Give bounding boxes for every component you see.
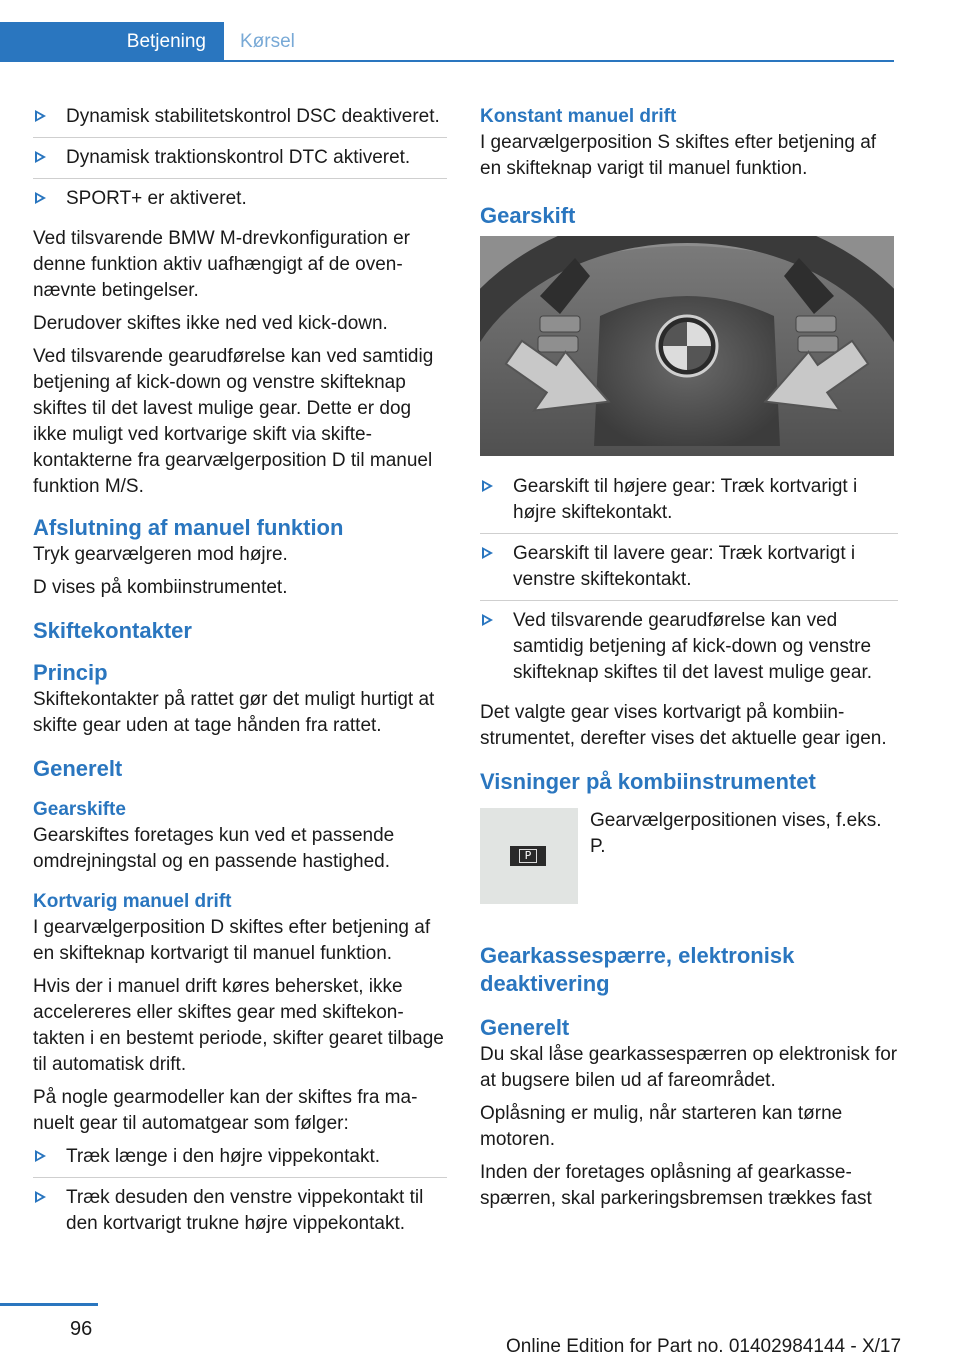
heading-konstant: Konstant manuel drift — [480, 106, 677, 127]
right-column — [480, 104, 898, 1219]
display-illustration-row — [480, 808, 898, 926]
list-item — [480, 541, 898, 601]
page-number: 96 — [70, 1318, 93, 1340]
paragraph: Ved tilsvarende BMW M-drevkonfiguration er denne funktion aktiv uafhængigt af de ovennævnte betingelser. — [33, 228, 410, 301]
triangle-bullet-icon — [35, 110, 46, 122]
list-item-text: SPORT+ er aktiveret. — [66, 188, 247, 209]
gear-position-letter: P — [519, 849, 537, 863]
paragraph: Oplåsning er mulig, når starteren kan tørne motoren. — [480, 1103, 843, 1150]
paragraph: Inden der foretages oplåsning af gearkassespærren, skal parkeringsbremsen trækkes fast — [480, 1162, 872, 1209]
list-item-text: Ved tilsvarende gearudførelse kan ved samtidig betjening af kick-down og venstre skifteknap skiftes til det lavest mulige gear. — [513, 610, 873, 683]
section-tabs — [0, 22, 894, 62]
heading-generelt: Generelt — [33, 756, 123, 781]
triangle-bullet-icon — [35, 151, 46, 163]
triangle-bullet-icon — [482, 547, 493, 559]
paragraph: Du skal låse gearkassespærren op elektronisk for at bugsere bilen ud af fareområdet. — [480, 1044, 898, 1091]
triangle-bullet-icon — [35, 1150, 46, 1162]
paragraph: Skiftekontakter på rattet gør det muligt hurtigt at skifte gear uden at tage hånden fra rattet. — [33, 689, 435, 736]
paragraph: I gearvælgerposition D skiftes efter betjening af en skifteknap kortvarigt til manuel funktion. — [33, 917, 431, 964]
bullet-list — [33, 1144, 447, 1244]
paragraph: I gearvælgerposition S skiftes efter betjening af en skifteknap varigt til manuel funktion. — [480, 132, 877, 179]
heading-kortvarig: Kortvarig manuel drift — [33, 891, 232, 912]
heading-generelt-2: Generelt — [480, 1015, 570, 1040]
paragraph: Det valgte gear vises kortvarigt på kombiinstrumentet, derefter vises det aktuelle gear igen. — [480, 702, 887, 749]
list-item — [33, 1185, 447, 1244]
list-item-text: Træk længe i den højre vippekontakt. — [66, 1146, 381, 1167]
footer-edition: Online Edition for Part no. 01402984144 - X/17 — [506, 1336, 902, 1357]
paragraph: På nogle gearmodeller kan der skiftes fra manuelt gear til automatgear som følger: — [33, 1087, 418, 1134]
left-column — [33, 104, 447, 1251]
list-item-text: Gearskift til lavere gear: Træk kortvarigt i venstre skiftekontakt. — [513, 543, 856, 590]
list-item — [33, 145, 447, 179]
gear-position-p-icon — [510, 846, 546, 866]
list-item — [33, 1144, 447, 1178]
triangle-bullet-icon — [482, 614, 493, 626]
list-item-text: Dynamisk stabilitetskontrol DSC deaktiveret. — [66, 106, 440, 127]
list-item — [33, 186, 447, 219]
paragraph: Gearskiftes foretages kun ved et passende omdrejningstal og en passende hastighed. — [33, 825, 395, 872]
paragraph: Gearvælgerpositionen vises, f.eks. P. — [590, 810, 882, 857]
instrument-display-image — [480, 808, 578, 904]
list-item — [480, 474, 898, 534]
steering-wheel-paddles-image — [480, 236, 894, 456]
tab-betjening[interactable] — [0, 22, 224, 62]
triangle-bullet-icon — [35, 192, 46, 204]
paragraph: Derudover skiftes ikke ned ved kick-down. — [33, 313, 388, 334]
paragraph: Ved tilsvarende gearudførelse kan ved samtidig betjening af kick-down og venstre skifteknap skiftes til det lavest mulige gear. Dette er dog ikke muligt ved kortvarige skift via skiftekontakterne fra gearvælgerposition D til manuel funktion M/S. — [33, 346, 434, 497]
paragraph: D vises på kombiinstrumentet. — [33, 577, 288, 598]
paragraph: Hvis der i manuel drift køres behersket, ikke accelereres eller skiftes gear med skiftekontakten i en bestemt periode, skifter gearet tilbage til automatisk drift. — [33, 976, 444, 1075]
triangle-bullet-icon — [482, 480, 493, 492]
list-item — [480, 608, 898, 693]
heading-gearskifte: Gearskifte — [33, 799, 126, 820]
list-item-text: Gearskift til højere gear: Træk kortvarigt i højre skiftekontakt. — [513, 476, 858, 523]
tab-rule — [224, 60, 894, 62]
tab-korsel-label: Kørsel — [240, 31, 295, 52]
heading-visninger: Visninger på kombiinstrumentet — [480, 769, 816, 794]
page-number-rule — [0, 1303, 98, 1306]
list-item-text: Træk desuden den venstre vippekontakt til den kortvarigt trukne højre vippekontakt. — [66, 1187, 424, 1234]
heading-skiftekontakter: Skiftekontakter — [33, 618, 192, 643]
tab-betjening-label: Betjening — [126, 31, 206, 52]
heading-gearskift: Gearskift — [480, 203, 576, 228]
bullet-list — [480, 474, 898, 693]
heading-princip: Princip — [33, 660, 108, 685]
heading-afslutning: Afslutning af manuel funktion — [33, 515, 344, 540]
heading-gearkassesparre: Gearkassespærre, elektronisk deaktivering — [480, 943, 795, 996]
triangle-bullet-icon — [35, 1191, 46, 1203]
bullet-list — [33, 104, 447, 219]
list-item — [33, 104, 447, 138]
paragraph: Tryk gearvælgeren mod højre. — [33, 544, 288, 565]
list-item-text: Dynamisk traktionskontrol DTC aktiveret. — [66, 147, 411, 168]
